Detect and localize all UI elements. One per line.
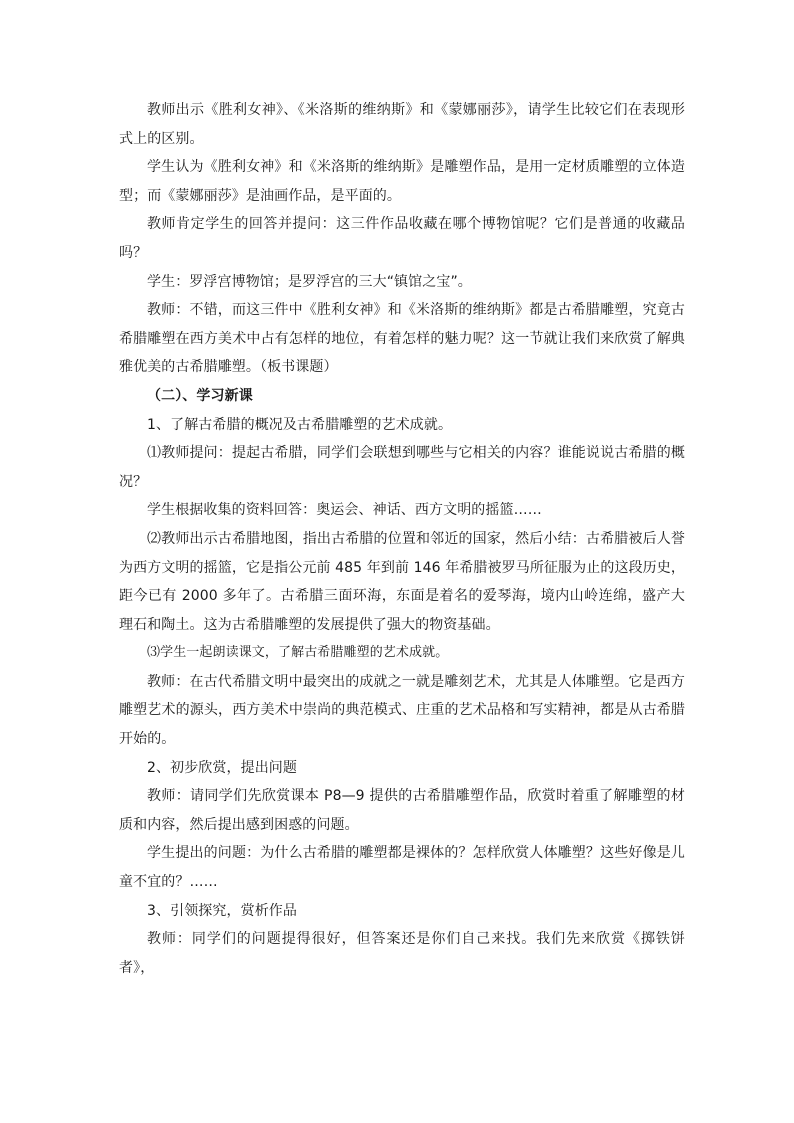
- paragraph-12: 学生提出的问题：为什么古希腊的雕塑都是裸体的？怎样欣赏人体雕塑？这些好像是儿童不宜的？……: [119, 845, 685, 891]
- paragraph-6: ⑴教师提问：提起古希腊，同学们会联想到哪些与它相关的内容？谁能说说古希腊的概况？: [119, 445, 685, 490]
- paragraph-8: ⑵教师出示古希腊地图，指出古希腊的位置和邻近的国家，然后小结：古希腊被后人誉为西方文明的摇篮，它是指公元前 485 年到前 146 年希腊被罗马所征服为止的这段历史，距今已有 2000 多年了。古希腊三面环海，东面是着名的爱琴海，境内山岭连绵，盛产大理石和陶土。这为古希腊雕塑的发展提供了强大的物资基础。: [119, 530, 685, 633]
- paragraph-11: 教师：请同学们先欣赏课本 P8—9 提供的古希腊雕塑作品，欣赏时着重了解雕塑的材质和内容，然后提出感到困惑的问题。: [119, 788, 685, 833]
- document-body: [119, 96, 685, 982]
- subheading-3: 3、引领探究，赏析作品: [147, 902, 298, 919]
- paragraph-13: 教师：同学们的问题提得很好，但答案还是你们自己来找。我们先来欣赏《掷铁饼者》，: [119, 931, 685, 976]
- paragraph-2: 学生认为《胜利女神》和《米洛斯的维纳斯》是雕塑作品，是用一定材质雕塑的立体造型；而《蒙娜丽莎》是油画作品，是平面的。: [119, 159, 685, 204]
- subheading-2: 2、初步欣赏，提出问题: [147, 759, 298, 776]
- paragraph-9: ⑶学生一起朗读课文，了解古希腊雕塑的艺术成就。: [147, 645, 449, 661]
- paragraph-7: 学生根据收集的资料回答：奥运会、神话、西方文明的摇篮……: [147, 502, 542, 519]
- paragraph-10: 教师：在古代希腊文明中最突出的成就之一就是雕刻艺术，尤其是人体雕塑。它是西方雕塑艺术的源头，西方美术中崇尚的典范模式、庄重的艺术品格和写实精神，都是从古希腊开始的。: [119, 673, 685, 748]
- paragraph-1: 教师出示《胜利女神》、《米洛斯的维纳斯》和《蒙娜丽莎》，请学生比较它们在表现形式上的区别。: [119, 102, 685, 147]
- paragraph-4: 学生：罗浮宫博物馆；是罗浮宫的三大“镇馆之宝”。: [147, 273, 472, 290]
- paragraph-3: 教师肯定学生的回答并提问：这三件作品收藏在哪个博物馆呢？它们是普通的收藏品吗？: [119, 216, 685, 261]
- subheading-1: 1、了解古希腊的概况及古希腊雕塑的艺术成就。: [147, 416, 453, 433]
- paragraph-5: 教师：不错，而这三件中《胜利女神》和《米洛斯的维纳斯》都是古希腊雕塑，究竟古希腊雕塑在西方美术中占有怎样的地位，有着怎样的魅力呢？这一节就让我们来欣赏了解典雅优美的古希腊雕塑。（板书课题）: [119, 302, 685, 376]
- section-heading-learn-new-lesson: （二）、学习新课: [147, 387, 253, 404]
